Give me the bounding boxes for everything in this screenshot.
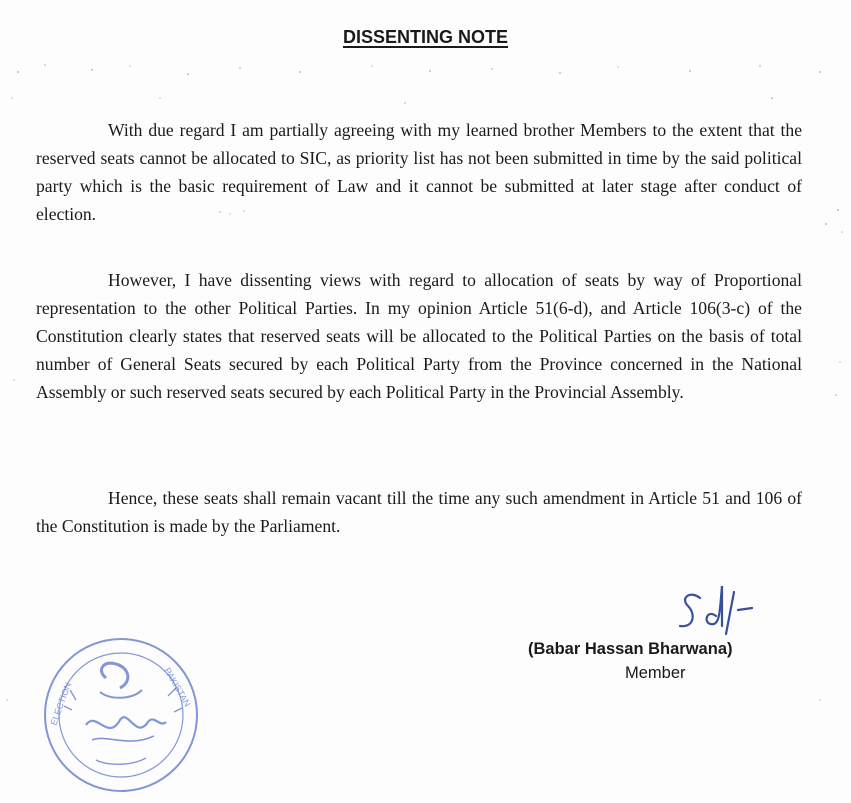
official-seal-stamp — [36, 630, 206, 800]
signatory-name: (Babar Hassan Bharwana) — [528, 640, 733, 658]
document-title: DISSENTING NOTE — [342, 27, 508, 47]
svg-text:ELECTION: ELECTION — [48, 680, 74, 727]
paragraph-dissent: However, I have dissenting views with regard to allocation of seats by way of Proportional representation to the other Political Parties. In my opinion Article 51(6-d), and Article 106(3-c) of the Constitution clearly states that reserved seats will be allocated to the Political Parties on the basis of total number of General Seats secured by each Political Party from the Province concerned in the National Assembly or such reserved seats secured by each Political Party in the Provincial Assembly. — [36, 270, 802, 402]
svg-text:PAKISTAN: PAKISTAN — [162, 666, 193, 709]
paragraph-conclusion: Hence, these seats shall remain vacant till the time any such amendment in Article 51 and 106 of the Constitution is made by the Parliament. — [36, 488, 802, 536]
signatory-designation: Member — [625, 664, 686, 682]
paragraph-agreement: With due regard I am partially agreeing with my learned brother Members to the extent that the reserved seats cannot be allocated to SIC, as priority list has not been submitted in time by the said political party which is the basic requirement of Law and it cannot be submitted at later stage after conduct of election. — [36, 120, 802, 224]
handwritten-signature — [672, 578, 782, 640]
